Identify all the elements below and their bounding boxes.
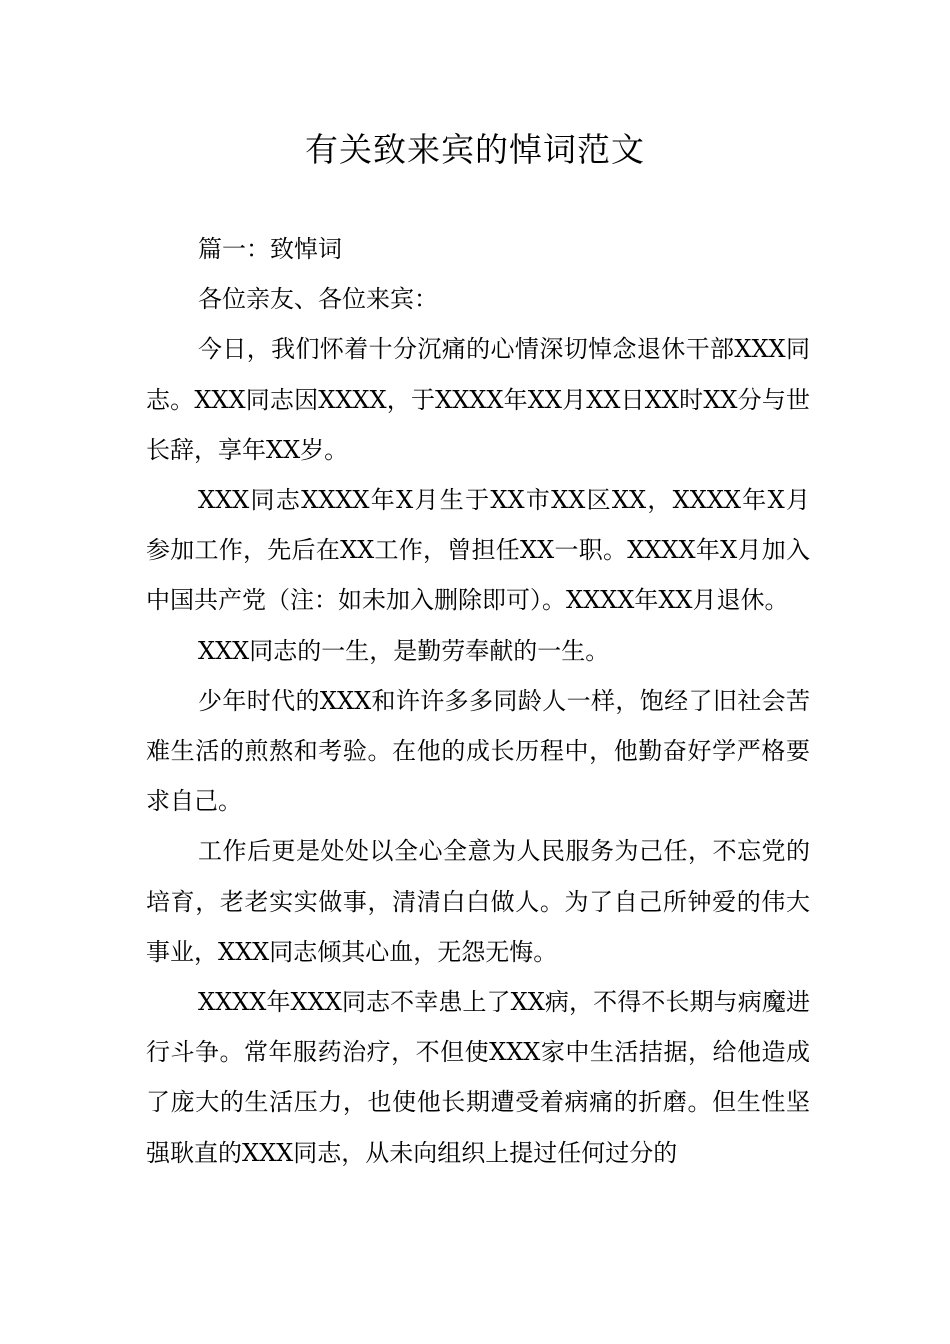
paragraph-announcement: 今日，我们怀着十分沉痛的心情深切悼念退休干部XXX同志。XXX同志因XXXX，于XXXX年XX月XX日XX时XX分与世长辞，享年XX岁。 — [146, 335, 810, 464]
paragraph-youth: 少年时代的XXX和许许多多同龄人一样，饱经了旧社会苦难生活的煎熬和考验。在他的成长历程中，他勤奋好学严格要求自己。 — [146, 686, 810, 816]
paragraph-career: 工作后更是处处以全心全意为人民服务为己任，不忘党的培育，老老实实做事，清清白白做人。为了自己所钟爱的伟大事业，XXX同志倾其心血，无怨无悔。 — [146, 837, 810, 966]
document-title: 有关致来宾的悼词范文 — [305, 130, 645, 169]
paragraph-salutation: 各位亲友、各位来宾： — [198, 285, 438, 314]
paragraph-biography: XXX同志XXXX年X月生于XX市XX区XX，XXXX年X月参加工作，先后在XX工作，曾担任XX一职。XXXX年X月加入中国共产党（注：如未加入删除即可）。XXXX年XX月退休。 — [146, 486, 810, 615]
paragraph-section-heading: 篇一：致悼词 — [198, 235, 342, 263]
paragraph-life-summary: XXX同志的一生，是勤劳奉献的一生。 — [198, 636, 610, 665]
document-body — [146, 224, 810, 1178]
paragraph-illness: XXXX年XXX同志不幸患上了XX病，不得不长期与病魔进行斗争。常年服药治疗，不但使XXX家中生活拮据，给他造成了庞大的生活压力，也使他长期遭受着病痛的折磨。但生性坚强耿直的XXX同志，从未向组织上提过任何过分的 — [146, 988, 810, 1167]
